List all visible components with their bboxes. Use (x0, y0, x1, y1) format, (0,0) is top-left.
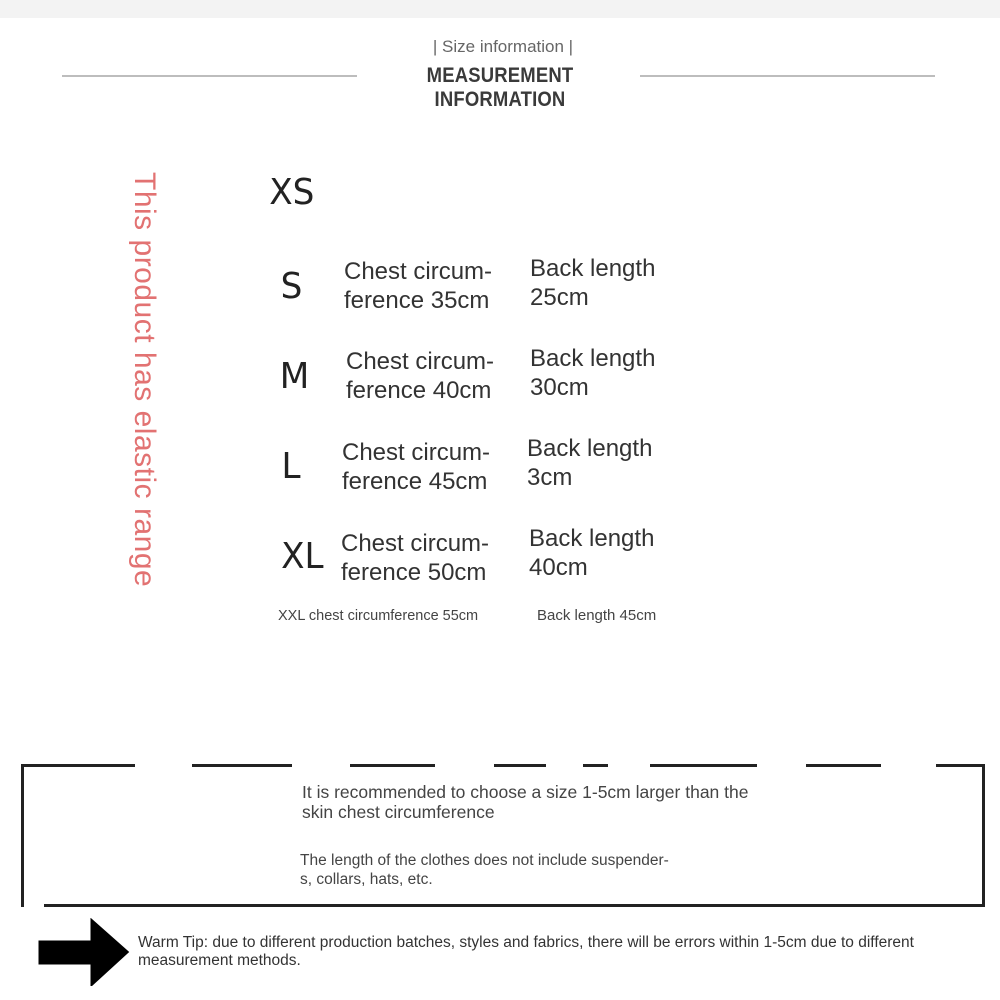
back-size-l: Back length 3cm (527, 435, 653, 491)
measurement-heading: MEASUREMENT INFORMATION (426, 64, 574, 111)
xxl-back: Back length 45cm (537, 607, 657, 624)
size-recommendation: It is recommended to choose a size 1-5cm larger than the skin chest circumference (302, 782, 749, 822)
length-exclusion-note: The length of the clothes does not include suspender- s, collars, hats, etc. (300, 852, 669, 888)
size-info-subtitle: | Size information | (432, 37, 574, 56)
size-label-l: L (281, 446, 301, 487)
frame-dash (583, 764, 608, 767)
chest-size-l: Chest circum- ference 45cm (342, 439, 491, 495)
elastic-range-note: This product has elastic range (128, 172, 161, 588)
heading-rule-left (62, 75, 357, 77)
frame-bottom-edge (44, 904, 985, 907)
top-band (0, 0, 1000, 18)
frame-dash (192, 764, 292, 767)
back-size-xl: Back length 40cm (529, 525, 655, 581)
chest-size-m: Chest circum- ference 40cm (346, 348, 495, 404)
size-label-s: S (280, 266, 303, 307)
size-label-xl: XL (281, 536, 324, 577)
size-label-xs: XS (269, 172, 315, 213)
back-size-s: Back length 25cm (530, 255, 656, 311)
frame-left-edge (21, 764, 24, 907)
frame-right-edge (982, 764, 985, 906)
frame-dash (494, 764, 546, 767)
frame-dash (650, 764, 757, 767)
frame-dash (936, 764, 985, 767)
frame-dash (350, 764, 435, 767)
frame-dash (21, 764, 135, 767)
warm-tip: Warm Tip: due to different production batches, styles and fabrics, there will be errors within 1-5cm due to different measurement methods. (138, 934, 914, 969)
heading-rule-right (640, 75, 935, 77)
chest-size-xl: Chest circum- ference 50cm (341, 530, 490, 586)
xxl-chest: XXL chest circumference 55cm (278, 608, 479, 624)
size-label-m: M (279, 356, 310, 397)
frame-dash (806, 764, 881, 767)
back-size-m: Back length 30cm (530, 345, 656, 401)
right-arrow-icon (38, 918, 130, 986)
chest-size-s: Chest circum- ference 35cm (344, 258, 493, 314)
